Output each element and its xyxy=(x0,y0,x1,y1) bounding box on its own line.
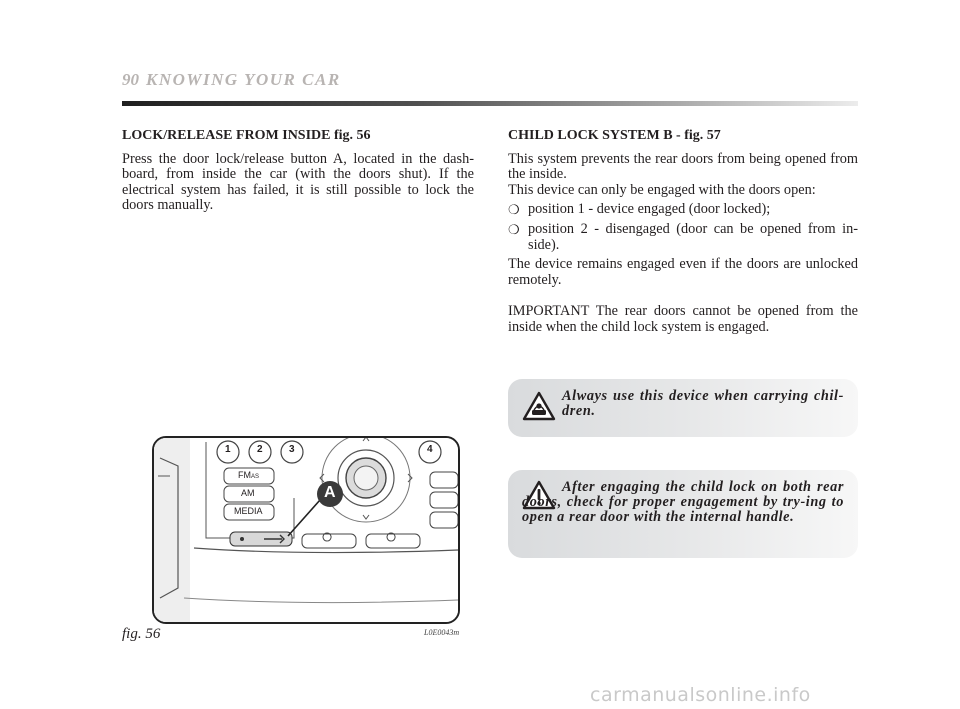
position-2-text: position 2 - disengaged (door can be opened from in-side). xyxy=(528,220,858,253)
figure-code: L0E0043m xyxy=(424,628,460,637)
warning-box-child-lock xyxy=(508,470,858,558)
child-seat-warning-icon xyxy=(522,391,556,421)
warning-text-child-lock: After engaging the child lock on both rear doors, check for proper engagement by try-ing to open a rear door with the internal handle. xyxy=(522,479,844,525)
important-note: IMPORTANT The rear doors cannot be opened from the inside when the child lock system is engaged. xyxy=(508,303,858,335)
figure-caption: fig. 56 xyxy=(122,626,161,642)
lock-release-heading: LOCK/RELEASE FROM INSIDE fig. 56 xyxy=(122,128,371,143)
position-1-text: position 1 - device engaged (door locked); xyxy=(528,201,771,218)
lock-release-paragraph: Press the door lock/release button A, located in the dash-board, from inside the car (with the doors shut). If the electrical system has failed, it is still possible to lock the doors manually. xyxy=(122,150,474,214)
right-column xyxy=(508,128,858,336)
dashboard-illustration xyxy=(154,438,458,622)
callout-a-label: A xyxy=(324,484,336,501)
page-number: 90 xyxy=(122,70,139,89)
fm-button-label xyxy=(238,470,259,480)
preset-button-4-label: 4 xyxy=(427,444,433,455)
watermark: carmanualsonline.info xyxy=(590,684,811,706)
child-lock-heading: CHILD LOCK SYSTEM B - fig. 57 xyxy=(508,128,721,143)
am-button-label: AM xyxy=(241,488,255,498)
page-header xyxy=(122,70,862,90)
preset-button-2-label: 2 xyxy=(257,444,263,455)
child-lock-intro-1: This system prevents the rear doors from being opened from the inside. xyxy=(508,150,858,183)
figure-56-dashboard xyxy=(152,436,460,624)
left-column xyxy=(122,128,474,214)
list-item xyxy=(508,222,858,253)
child-lock-intro-2: This device can only be engaged with the doors open: xyxy=(508,181,816,198)
preset-button-1-label: 1 xyxy=(225,444,231,455)
as-label: AS xyxy=(251,474,260,480)
warning-box-child-seat xyxy=(508,379,858,437)
fm-label: FM xyxy=(238,470,251,480)
header-rule xyxy=(122,101,858,106)
media-button-label: MEDIA xyxy=(234,506,263,516)
bullet-circle-icon: ❍ xyxy=(508,202,520,218)
remains-engaged-text: The device remains engaged even if the doors are unlocked remotely. xyxy=(508,256,858,288)
position-list xyxy=(508,202,858,253)
preset-button-3-label: 3 xyxy=(289,444,295,455)
list-item xyxy=(508,202,858,218)
warning-text-child-seat: Always use this device when carrying chil-dren. xyxy=(562,388,844,419)
section-title: KNOWING YOUR CAR xyxy=(146,70,341,89)
bullet-circle-icon: ❍ xyxy=(508,221,520,237)
